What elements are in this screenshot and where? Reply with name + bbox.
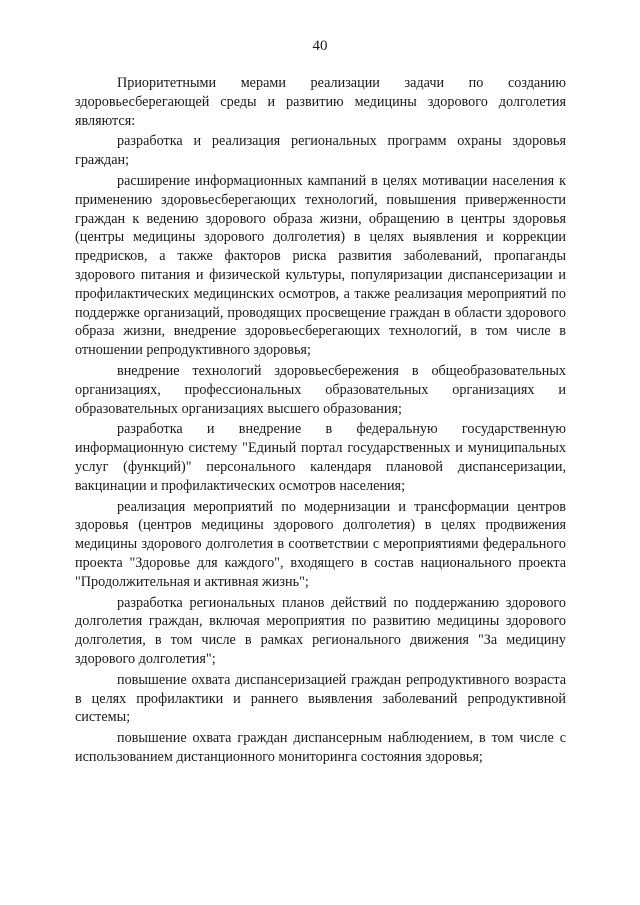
paragraph-dispensary-observation: повышение охвата граждан диспансерным наблюдением, в том числе с использованием дистанционного мониторинга состояния здоровья; (75, 730, 566, 765)
paragraph-regional-action-plans: разработка региональных планов действий по поддержанию здорового долголетия граждан, включая мероприятия по развитию медицины здорового долголетия, в том числе в рамках регионального движения "За медицину здорового долголетия"; (75, 594, 566, 667)
paragraph-reproductive-screening: повышение охвата диспансеризацией граждан репродуктивного возраста в целях профилактики и раннего выявления заболеваний репродуктивной системы; (75, 671, 566, 726)
paragraph-priority-measures: Приоритетными мерами реализации задачи по созданию здоровьесберегающей среды и развитию медицины здорового долголетия являются: (75, 75, 566, 129)
page-number: 40 (312, 38, 328, 54)
paragraph-regional-programs: разработка и реализация региональных программ охраны здоровья граждан; (75, 133, 566, 169)
paragraph-health-centers-modernization: реализация мероприятий по модернизации и трансформации центров здоровья (центров медицины здорового долголетия) в целях продвижения медицины здорового долголетия в соответствии с мероприятиями федерального проекта "Здоровье для каждого", входящего в состав национального проекта "Продолжительная и активная жизнь"; (75, 498, 566, 590)
paragraph-information-campaigns: расширение информационных кампаний в целях мотивации населения к применению здоровьесберегающих технологий, повышения приверженности граждан к ведению здорового образа жизни, обращению в центры здоровья (центры медицины здорового долголетия) в целях выявления и коррекции предрисков, а также факторов риска развития заболеваний, пропаганды здорового питания и физической культуры, популяризации диспансеризации и профилактических медицинских осмотров, а также реализация мероприятий по поддержке организаций, проводящих просвещение граждан в области здорового образа жизни, внедрение здоровьесберегающих технологий, в том числе в отношении репродуктивного здоровья; (75, 172, 566, 359)
paragraph-education-health-technologies: внедрение технологий здоровьесбережения в общеобразовательных организациях, профессиональных образовательных организациях и образовательных организациях высшего образования; (75, 362, 566, 417)
paragraph-gosuslugi-calendar: разработка и внедрение в федеральную государственную информационную систему "Единый портал государственных и муниципальных услуг (функций)" персонального календаря плановой диспансеризации, вакцинации и профилактических осмотров населения; (75, 421, 566, 494)
document-body (75, 74, 566, 769)
